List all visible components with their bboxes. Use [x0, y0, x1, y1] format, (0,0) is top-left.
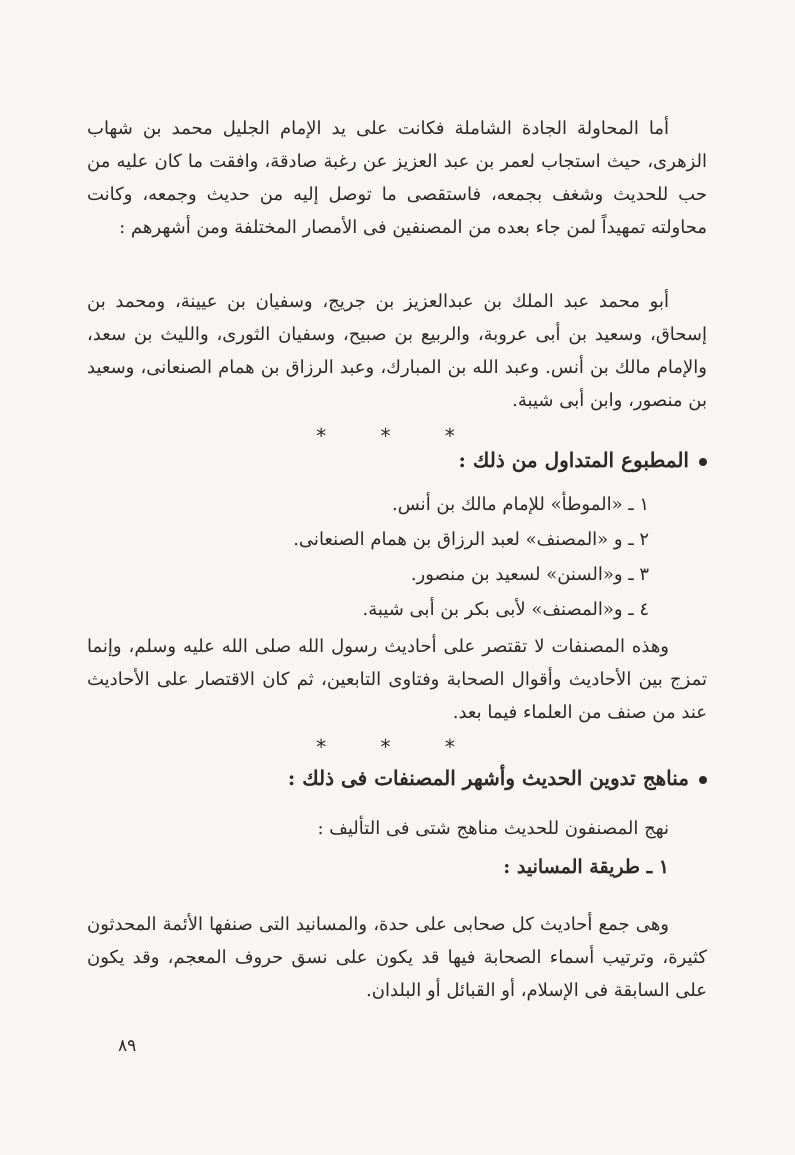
- separator-stars-1: * * *: [316, 424, 479, 448]
- intro-text-2: أبو محمد عبد الملك بن عبدالعزيز بن جريج، وسفيان بن عيينة، ومحمد بن إسحاق، وسعيد بن أبى عروبة، والربيع بن صبيح، وسفيان الثورى، والليث بن سعد، والإمام مالك بن أنس. وعبد الله بن المبارك، وعبد الرزاق بن همام الصنعانى، وسعيد بن منصور، وابن أبى شيبة.: [87, 291, 707, 411]
- intro-paragraph-2: [87, 285, 707, 417]
- intro-text-1: أما المحاولة الجادة الشاملة فكانت على يد الإمام الجليل محمد بن شهاب الزهرى، حيث استجاب لعمر بن عبد العزيز عن رغبة صادقة، وافقت ما كان عليه من حب للحديث وشغف بجمعه، فاستقصى ما توصل إليه من حديث وجمعه، وكانت محاولته تمهيداً لمن جاء بعده من المصنفين فى الأمصار المختلفة ومن أشهرهم :: [87, 118, 707, 238]
- section2-intro: [87, 812, 707, 845]
- section2-subheading: ١ ـ طريقة المسانيد :: [503, 856, 669, 878]
- section1-paragraph: [87, 630, 707, 729]
- intro-paragraph-1: [87, 112, 707, 244]
- list-item: ٢ ـ و «المصنف» لعبد الرزاق بن همام الصنعانى.: [293, 529, 649, 550]
- section2-heading-text: مناهج تدوين الحديث وأشهر المصنفات فى ذلك :: [287, 766, 689, 790]
- bullet-icon: [699, 458, 707, 466]
- bullet-icon: [699, 776, 707, 784]
- section2-paragraph: [87, 908, 707, 1007]
- section1-heading: [459, 448, 707, 472]
- section2-text: وهى جمع أحاديث كل صحابى على حدة، والمسانيد التى صنفها الأئمة المحدثون كثيرة، وترتيب أسماء الصحابة فيها قد يكون على نسق حروف المعجم، وقد يكون على السابقة فى الإسلام، أو القبائل أو البلدان.: [87, 914, 707, 1001]
- section2-heading: [288, 766, 707, 790]
- section1-text: وهذه المصنفات لا تقتصر على أحاديث رسول الله صلى الله عليه وسلم، وإنما تمزج بين الأحاديث وأقوال الصحابة وفتاوى التابعين، ثم كان الاقتصار على الأحاديث عند من صنف من العلماء فيما بعد.: [87, 636, 707, 723]
- separator-stars-2: * * *: [316, 735, 479, 759]
- section2-intro-text: نهج المصنفون للحديث مناهج شتى فى التأليف :: [317, 818, 669, 839]
- list-item: ٤ ـ و«المصنف» لأبى بكر بن أبى شيبة.: [362, 599, 649, 620]
- page-number: ٨٩: [118, 1036, 137, 1056]
- printed-works-list: [87, 487, 707, 627]
- section1-heading-text: المطبوع المتداول من ذلك :: [458, 448, 689, 472]
- list-item: ٣ ـ و«السنن» لسعيد بن منصور.: [410, 564, 649, 585]
- list-item: ١ ـ «الموطأ» للإمام مالك بن أنس.: [392, 494, 649, 515]
